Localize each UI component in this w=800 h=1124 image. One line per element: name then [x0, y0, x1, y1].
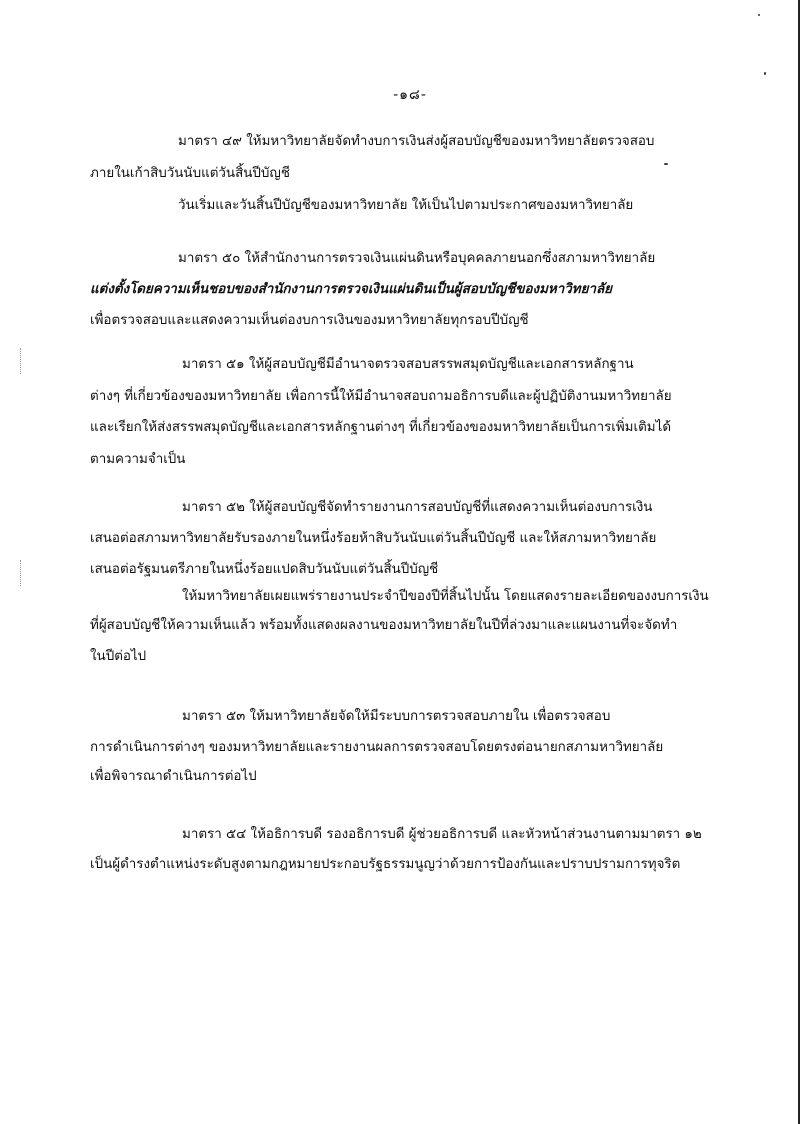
section-51-line-3: และเรียกให้ส่งสรรพสมุดบัญชีและเอกสารหลักฐานต่างๆ ที่เกี่ยวข้องของมหาวิทยาลัยเป็นการเพิ่มเติมได้: [90, 420, 672, 435]
section-51-line-4: ตามความจำเป็น: [90, 452, 186, 467]
scan-speck: [758, 14, 760, 16]
margin-mark: [20, 560, 23, 586]
section-50-line-3: เพื่อตรวจสอบและแสดงความเห็นต่องบการเงินของมหาวิทยาลัยทุกรอบปีบัญชี: [90, 313, 529, 328]
section-52-line-3: เสนอต่อรัฐมนตรีภายในหนึ่งร้อยแปดสิบวันนับแต่วันสิ้นปีบัญชี: [90, 562, 439, 577]
section-52-line-4: ให้มหาวิทยาลัยเผยแพร่รายงานประจำปีของปีที่สิ้นไปนั้น โดยแสดงรายละเอียดของงบการเงิน: [182, 589, 709, 604]
section-52-line-5: ที่ผู้สอบบัญชีให้ความเห็นแล้ว พร้อมทั้งแสดงผลงานของมหาวิทยาลัยในปีที่ล่วงมาและแผนงานที่จะจัดทำ: [90, 618, 678, 633]
section-49-line-2: ภายในเก้าสิบวันนับแต่วันสิ้นปีบัญชี: [90, 166, 290, 181]
section-51-line-2: ต่างๆ ที่เกี่ยวข้องของมหาวิทยาลัย เพื่อการนี้ให้มีอำนาจสอบถามอธิการบดีและผู้ปฏิบัติงานมหาวิทยาลัย: [90, 389, 672, 404]
section-49-line-1: มาตรา ๔๙ ให้มหาวิทยาลัยจัดทำงบการเงินส่งผู้สอบบัญชีของมหาวิทยาลัยตรวจสอบ: [178, 134, 655, 149]
section-54-line-1: มาตรา ๕๔ ให้อธิการบดี รองอธิการบดี ผู้ช่วยอธิการบดี และหัวหน้าส่วนงานตามมาตรา ๑๒: [182, 827, 702, 842]
section-51-line-1: มาตรา ๕๑ ให้ผู้สอบบัญชีมีอำนาจตรวจสอบสรรพสมุดบัญชีและเอกสารหลักฐาน: [182, 357, 634, 372]
section-54-line-2: เป็นผู้ดำรงตำแหน่งระดับสูงตามกฎหมายประกอบรัฐธรรมนูญว่าด้วยการป้องกันและปราบปรามการทุจริต: [90, 857, 681, 872]
scan-speck: [764, 72, 766, 75]
section-50-line-1: มาตรา ๕๐ ให้สำนักงานการตรวจเงินแผ่นดินหรือบุคคลภายนอกซึ่งสภามหาวิทยาลัย: [178, 251, 656, 266]
section-53-line-2: การดำเนินการต่างๆ ของมหาวิทยาลัยและรายงานผลการตรวจสอบโดยตรงต่อนายกสภามหาวิทยาลัย: [90, 740, 664, 755]
section-52-line-2: เสนอต่อสภามหาวิทยาลัยรับรองภายในหนึ่งร้อยห้าสิบวันนับแต่วันสิ้นปีบัญชี และให้สภามหาวิทยาลัย: [90, 531, 657, 546]
section-49-line-3: วันเริ่มและวันสิ้นปีบัญชีของมหาวิทยาลัย ให้เป็นไปตามประกาศของมหาวิทยาลัย: [178, 198, 634, 213]
section-50-line-2: แต่งตั้งโดยความเห็นชอบของสำนักงานการตรวจเงินแผ่นดินเป็นผู้สอบบัญชีของมหาวิทยาลัย: [90, 282, 613, 297]
section-53-line-1: มาตรา ๕๓ ให้มหาวิทยาลัยจัดให้มีระบบการตรวจสอบภายใน เพื่อตรวจสอบ: [182, 709, 611, 724]
scan-speck: [664, 163, 668, 165]
section-52-line-1: มาตรา ๕๒ ให้ผู้สอบบัญชีจัดทำรายงานการสอบบัญชีที่แสดงความเห็นต่องบการเงิน: [182, 500, 653, 515]
section-53-line-3: เพื่อพิจารณาดำเนินการต่อไป: [90, 769, 257, 784]
section-52-line-6: ในปีต่อไป: [90, 649, 147, 664]
margin-mark: [20, 348, 23, 374]
page-number: -๑๘-: [393, 87, 427, 103]
